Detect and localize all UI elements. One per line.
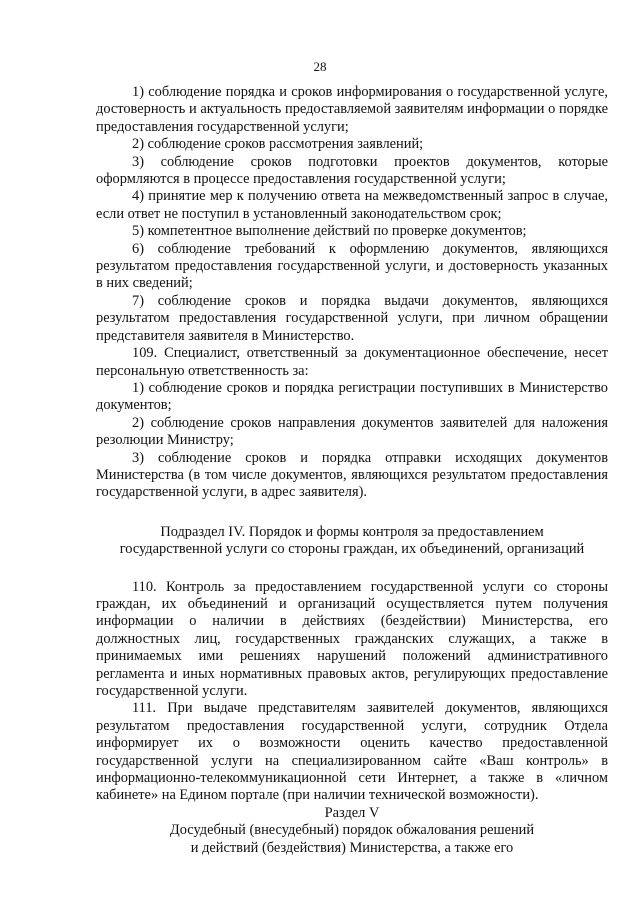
paragraph-110: 110. Контроль за предоставлением государственной услуги со стороны граждан, их объединений и организаций осуществляется путем получения информации о наличии в действиях (бездействии) Министерства, его должностных лиц, государственных гражданских служащих, а также в принимаемых ими решениях нарушений положений административного регламента и иных нормативных правовых актов, регулирующих предоставление государственной услуги. xyxy=(96,578,608,699)
document-body xyxy=(96,84,608,857)
paragraph-item-6: 6) соблюдение требований к оформлению документов, являющихся результатом предоставления государственной услуги, и достоверность указанных в них сведений; xyxy=(96,240,608,292)
paragraph-109-item-1: 1) соблюдение сроков и порядка регистрации поступивших в Министерство документов; xyxy=(96,379,608,414)
section-heading-line-2: и действий (бездействия) Министерства, а также его xyxy=(190,839,514,856)
section-heading xyxy=(96,805,608,857)
section-heading-line-1: Досудебный (внесудебный) порядок обжалования решений xyxy=(169,822,535,839)
paragraph-109-item-3: 3) соблюдение сроков и порядка отправки исходящих документов Министерства (в том числе документов, являющихся результатом предоставления государственной услуги, в адрес заявителя). xyxy=(96,449,608,501)
paragraph-item-1: 1) соблюдение порядка и сроков информирования о государственной услуге, достоверность и актуальность предоставляемой заявителям информации о порядке предоставления государственной услуги; xyxy=(96,84,608,135)
paragraph-109: 109. Специалист, ответственный за документационное обеспечение, несет персональную ответственность за: xyxy=(96,345,608,379)
paragraph-item-2: 2) соблюдение сроков рассмотрения заявлений; xyxy=(132,136,424,153)
subsection-heading xyxy=(96,524,608,559)
page-number: 28 xyxy=(313,59,327,74)
paragraph-item-5: 5) компетентное выполнение действий по проверке документов; xyxy=(132,223,527,240)
paragraph-item-7: 7) соблюдение сроков и порядка выдачи документов, являющихся результатом предоставления государственной услуги, при личном обращении представителя заявителя в Министерство. xyxy=(96,292,608,344)
subsection-heading-line-1: Подраздел IV. Порядок и формы контроля за предоставлением xyxy=(160,523,544,540)
paragraph-item-3: 3) соблюдение сроков подготовки проектов документов, которые оформляются в процессе предоставления государственной услуги; xyxy=(96,153,608,188)
paragraph-item-4: 4) принятие мер к получению ответа на межведомственный запрос в случае, если ответ не поступил в установленный законодательством срок; xyxy=(96,188,608,222)
paragraph-109-item-2: 2) соблюдение сроков направления документов заявителей для наложения резолюции Министру; xyxy=(96,414,608,449)
section-title: Раздел V xyxy=(324,804,380,821)
subsection-heading-line-2: государственной услуги со стороны граждан, их объединений, организаций xyxy=(119,541,585,558)
paragraph-111: 111. При выдаче представителям заявителей документов, являющихся результатом предоставления государственной услуги, сотрудник Отдела информирует их о возможности оценить качество предоставленной государственной услуги на специализированном сайте «Ваш контроль» в информационно-телекоммуникационной сети Интернет, а также в «личном кабинете» на Едином портале (при наличии технической возможности). xyxy=(96,700,608,804)
